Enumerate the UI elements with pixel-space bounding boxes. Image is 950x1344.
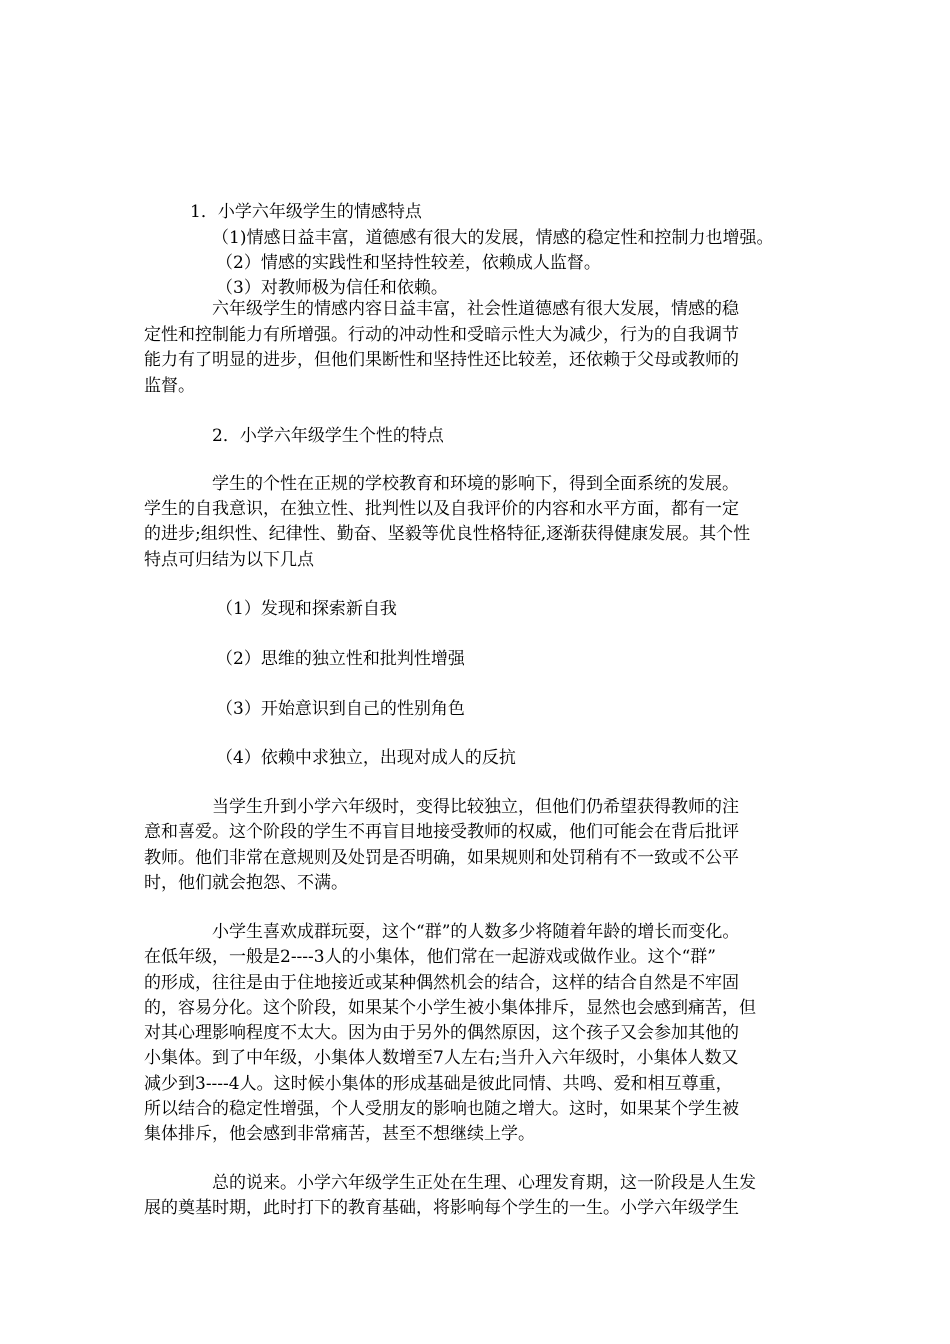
paragraph3-line: 展的奠基时期，此时打下的教育基础，将影响每个学生的一生。小学六年级学生 [144,1198,739,1218]
paragraph1-line: 当学生升到小学六年级时，变得比较独立，但他们仍希望获得教师的注 [212,797,739,817]
paragraph3-line: 总的说来。小学六年级学生正处在生理、心理发育期，这一阶段是人生发 [212,1173,756,1193]
section1-item-3: （3）对教师极为信任和依赖。 [216,278,448,298]
paragraph2-line: 小集体。到了中年级，小集体人数增至7人左右;当升入六年级时，小集体人数又 [144,1048,739,1068]
paragraph2-line: 在低年级，一般是2----3人的小集体，他们常在一起游戏或做作业。这个“群” [144,947,716,967]
section2-item-3: （3）开始意识到自己的性别角色 [216,699,465,719]
section2-heading: 2．小学六年级学生个性的特点 [212,426,444,446]
section1-paragraph-line: 能力有了明显的进步，但他们果断性和坚持性还比较差，还依赖于父母或教师的 [144,350,739,370]
paragraph2-line: 集体排斥，他会感到非常痛苦，甚至不想继续上学。 [144,1124,535,1144]
section1-item-1: （1)情感日益丰富，道德感有很大的发展，情感的稳定性和控制力也增强。 [212,228,774,248]
section2-item-4: （4）依赖中求独立，出现对成人的反抗 [216,748,516,768]
section2-intro-line: 学生的自我意识，在独立性、批判性以及自我评价的内容和水平方面，都有一定 [144,499,739,519]
paragraph2-line: 的形成，往往是由于住地接近或某种偶然机会的结合，这样的结合自然是不牢固 [144,973,739,993]
paragraph1-line: 教师。他们非常在意规则及处罚是否明确，如果规则和处罚稍有不一致或不公平 [144,848,739,868]
section2-item-1: （1）发现和探索新自我 [216,599,397,619]
paragraph2-line: 对其心理影响程度不太大。因为由于另外的偶然原因，这个孩子又会参加其他的 [144,1023,739,1043]
section1-paragraph-line: 定性和控制能力有所增强。行动的冲动性和受暗示性大为减少，行为的自我调节 [144,325,739,345]
paragraph2-line: 的，容易分化。这个阶段，如果某个小学生被小集体排斥，显然也会感到痛苦，但 [144,998,756,1018]
paragraph2-line: 小学生喜欢成群玩耍，这个“群”的人数多少将随着年龄的增长而变化。 [212,922,740,942]
paragraph1-line: 时，他们就会抱怨、不满。 [144,873,348,893]
section2-intro-line: 学生的个性在正规的学校教育和环境的影响下，得到全面系统的发展。 [212,474,739,494]
section1-paragraph-line: 监督。 [144,376,195,396]
paragraph1-line: 意和喜爱。这个阶段的学生不再盲目地接受教师的权威，他们可能会在背后批评 [144,822,739,842]
section1-heading: 1．小学六年级学生的情感特点 [190,202,422,222]
section1-paragraph-line: 六年级学生的情感内容日益丰富，社会性道德感有很大发展，情感的稳 [212,299,739,319]
section2-item-2: （2）思维的独立性和批判性增强 [216,649,465,669]
section2-intro-line: 特点可归结为以下几点 [144,550,314,570]
paragraph2-line: 所以结合的稳定性增强，个人受朋友的影响也随之增大。这时，如果某个学生被 [144,1099,739,1119]
section2-intro-line: 的进步;组织性、纪律性、勤奋、坚毅等优良性格特征,逐渐获得健康发展。其个性 [144,524,751,544]
paragraph2-line: 减少到3----4人。这时候小集体的形成基础是彼此同情、共鸣、爱和相互尊重， [144,1074,733,1094]
section1-item-2: （2）情感的实践性和坚持性较差，依赖成人监督。 [216,253,601,273]
